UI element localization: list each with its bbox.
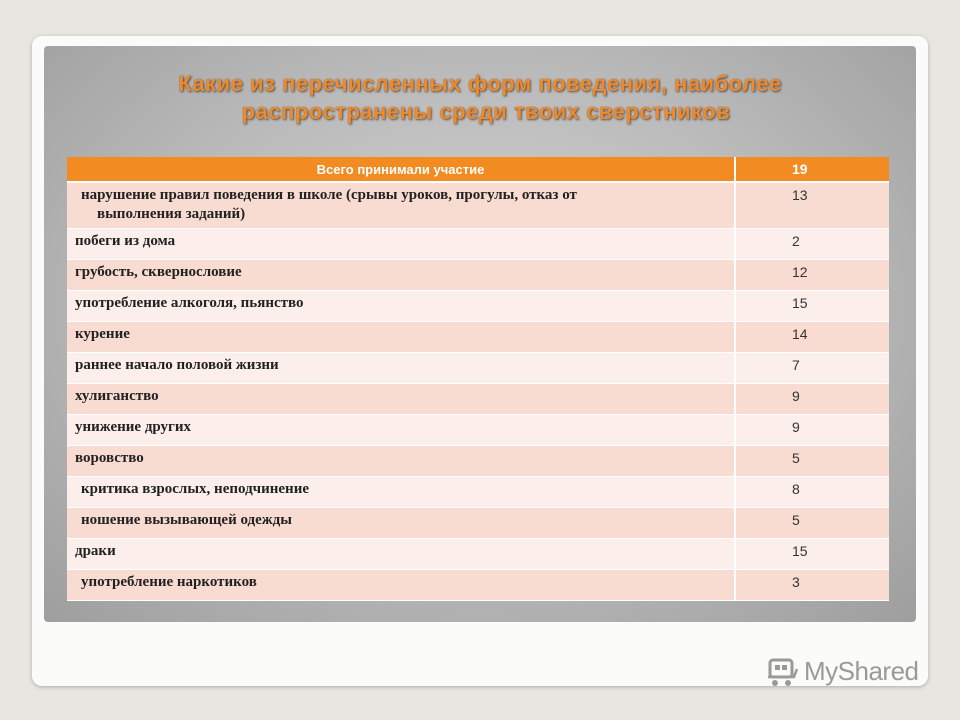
row-label: воровство [67, 445, 735, 476]
header-value: 19 [735, 157, 889, 182]
row-value: 12 [735, 259, 889, 290]
row-label-line-1: нарушение правил поведения в школе (срывы уроков, прогулы, отказ от [81, 187, 577, 203]
table-row [67, 228, 889, 259]
table-row [67, 414, 889, 445]
slide-title [44, 70, 916, 126]
row-value: 3 [735, 569, 889, 600]
row-label: употребление наркотиков [67, 569, 735, 600]
table-row [67, 538, 889, 569]
row-label: побеги из дома [67, 228, 735, 259]
table-row [67, 259, 889, 290]
row-value: 13 [735, 182, 889, 228]
row-label: унижение других [67, 414, 735, 445]
survey-table [67, 157, 889, 601]
row-value: 9 [735, 383, 889, 414]
row-label: употребление алкоголя, пьянство [67, 290, 735, 321]
table-row [67, 569, 889, 600]
cart-icon [766, 657, 800, 687]
table-row [67, 321, 889, 352]
row-value: 5 [735, 445, 889, 476]
row-label: драки [67, 538, 735, 569]
row-label: раннее начало половой жизни [67, 352, 735, 383]
row-label: грубость, сквернословие [67, 259, 735, 290]
row-value: 8 [735, 476, 889, 507]
row-label [67, 182, 735, 228]
row-value: 2 [735, 228, 889, 259]
row-value: 14 [735, 321, 889, 352]
watermark-text: MyShared [804, 656, 919, 686]
title-line-1: Какие из перечисленных форм поведения, наиболее [178, 71, 782, 96]
row-value: 7 [735, 352, 889, 383]
row-value: 5 [735, 507, 889, 538]
row-label: курение [67, 321, 735, 352]
row-label: критика взрослых, неподчинение [67, 476, 735, 507]
table-row [67, 507, 889, 538]
table-row [67, 445, 889, 476]
table-header-row [67, 157, 889, 182]
row-label: хулиганство [67, 383, 735, 414]
table-row [67, 476, 889, 507]
row-label-line-2: выполнения заданий) [97, 206, 246, 222]
header-label: Всего принимали участие [67, 157, 735, 182]
table-row [67, 352, 889, 383]
table-row [67, 182, 889, 228]
title-line-2: распространены среди твоих сверстников [241, 99, 731, 124]
row-value: 15 [735, 290, 889, 321]
watermark-logo [766, 656, 919, 687]
row-value: 15 [735, 538, 889, 569]
table-row [67, 290, 889, 321]
table-row [67, 383, 889, 414]
row-value: 9 [735, 414, 889, 445]
row-label: ношение вызывающей одежды [67, 507, 735, 538]
